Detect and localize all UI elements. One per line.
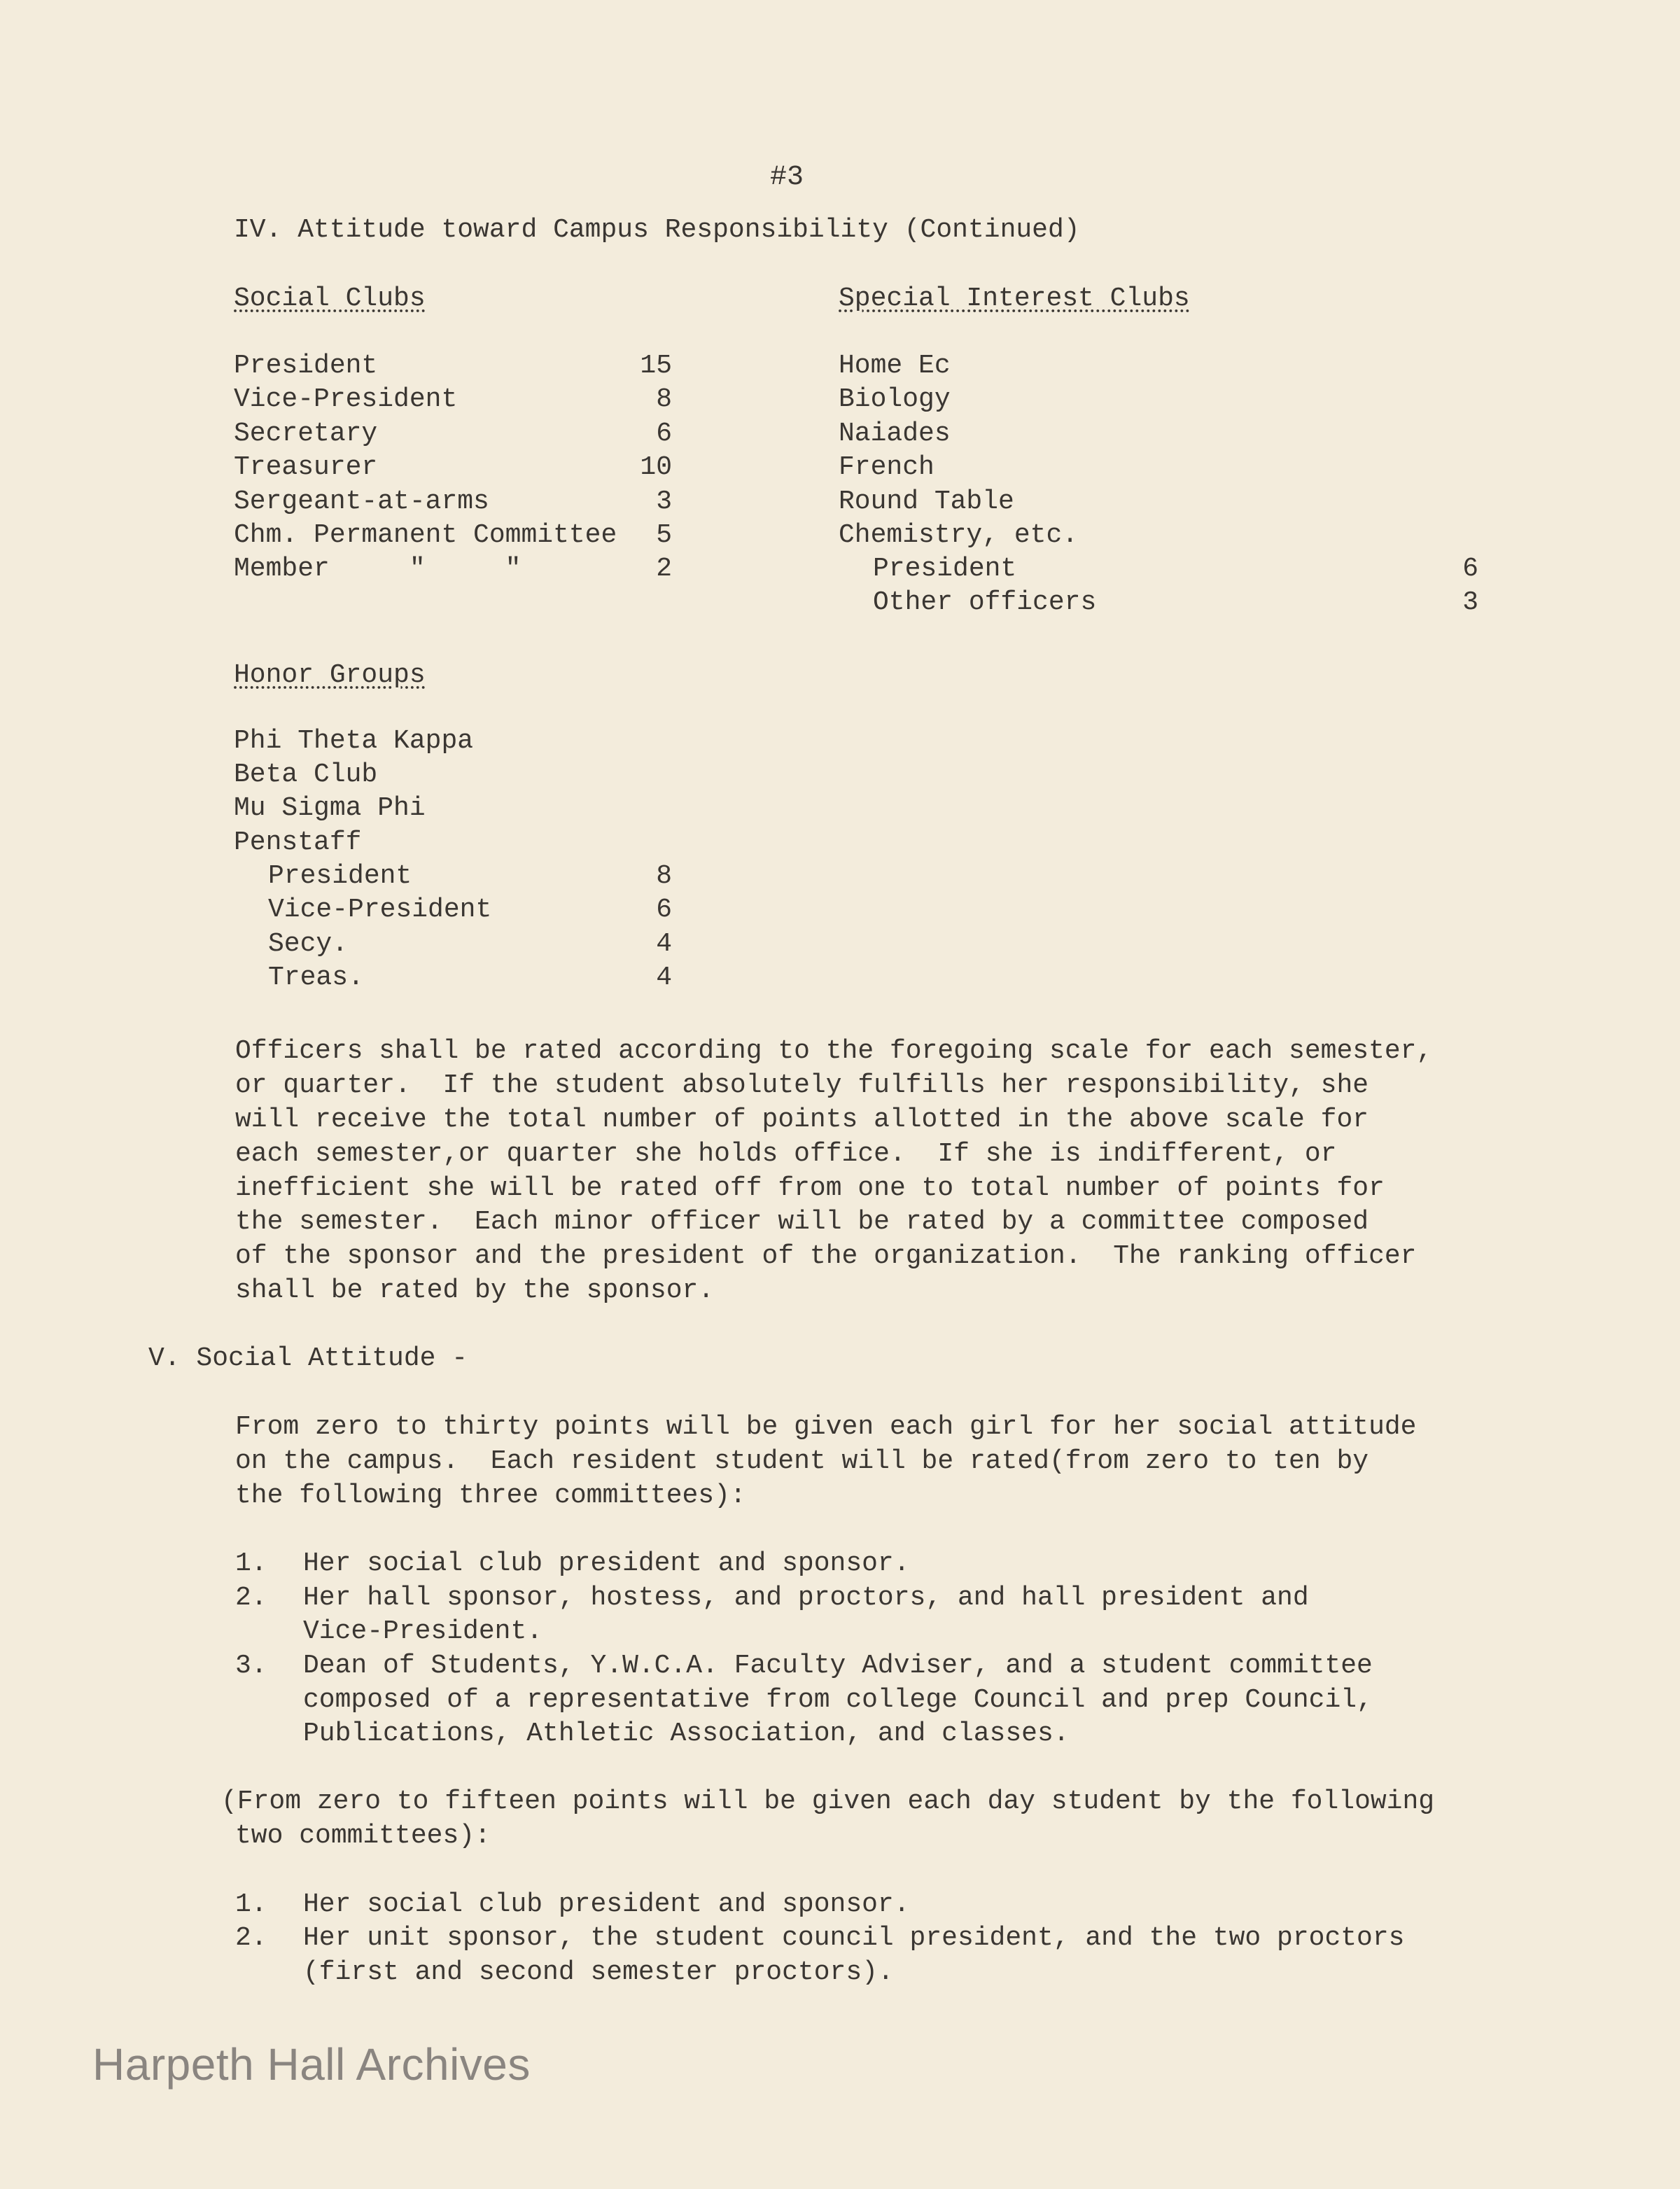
honor-officer-points: 4 — [656, 929, 672, 959]
social-club-points: 8 — [656, 384, 672, 414]
honor-officer: Secy. — [268, 929, 349, 959]
honor-officer: President — [268, 861, 412, 891]
honor-officer-points: 4 — [656, 963, 672, 993]
paragraph-line: the semester. Each minor officer will be rated by a committee composed — [235, 1207, 1369, 1237]
list-number: 1. — [235, 1889, 267, 1919]
paragraph-line: Officers shall be rated according to the foregoing scale for each semester, — [235, 1036, 1433, 1066]
social-club-role: Member " " — [234, 554, 522, 584]
social-club-points: 5 — [656, 520, 672, 550]
social-club-points: 6 — [656, 419, 672, 449]
list-number: 1. — [235, 1548, 267, 1579]
list-item-line: Her unit sponsor, the student council president, and the two proctors — [303, 1923, 1405, 1953]
list-number: 3. — [235, 1651, 267, 1681]
paragraph-line: shall be rated by the sponsor. — [235, 1275, 715, 1306]
paragraph-line: two committees): — [235, 1821, 491, 1851]
list-item-line: Her hall sponsor, hostess, and proctors, and hall president and — [303, 1583, 1309, 1613]
paragraph-line: on the campus. Each resident student will be rated(from zero to ten by — [235, 1446, 1369, 1476]
social-club-role: Secretary — [234, 419, 378, 449]
archive-watermark: Harpeth Hall Archives — [92, 2039, 531, 2090]
social-club-role: Sergeant-at-arms — [234, 487, 489, 517]
social-club-points: 2 — [656, 554, 672, 584]
special-club-name: Biology — [839, 384, 951, 414]
list-item-line: Vice-President. — [303, 1616, 543, 1646]
paragraph-line: (From zero to fifteen points will be given each day student by the following — [221, 1786, 1435, 1817]
honor-officer: Vice-President — [268, 895, 492, 925]
list-number: 2. — [235, 1583, 267, 1613]
social-club-points: 10 — [640, 452, 672, 482]
special-club-officer: Other officers — [873, 587, 1097, 617]
honor-officer: Treas. — [268, 963, 364, 993]
special-club-name: Round Table — [839, 487, 1014, 517]
honor-group-name: Beta Club — [234, 760, 378, 790]
honor-group-name: Penstaff — [234, 827, 362, 858]
social-clubs-heading: Social Clubs — [234, 284, 426, 314]
honor-officer-points: 6 — [656, 895, 672, 925]
special-club-name: Chemistry, etc. — [839, 520, 1079, 550]
paragraph-line: the following three committees): — [235, 1481, 746, 1511]
social-club-role: Chm. Permanent Committee — [234, 520, 617, 550]
social-club-points: 3 — [656, 487, 672, 517]
special-club-officer-points: 3 — [1462, 587, 1478, 617]
paragraph-line: will receive the total number of points allotted in the above scale for — [235, 1105, 1369, 1135]
social-club-role: Treasurer — [234, 452, 378, 482]
social-club-points: 15 — [640, 351, 672, 381]
paragraph-line: each semester,or quarter she holds office. If she is indifferent, or — [235, 1139, 1337, 1169]
list-item-line: Publications, Athletic Association, and classes. — [303, 1719, 1070, 1749]
honor-group-name: Phi Theta Kappa — [234, 726, 474, 756]
list-item-line: Her social club president and sponsor. — [303, 1548, 910, 1579]
page-number: #3 — [770, 162, 804, 193]
special-club-name: French — [839, 452, 934, 482]
paragraph-line: From zero to thirty points will be given each girl for her social attitude — [235, 1412, 1417, 1442]
special-club-name: Home Ec — [839, 351, 951, 381]
paragraph-line: or quarter. If the student absolutely fulfills her responsibility, she — [235, 1070, 1369, 1100]
section-iv-heading: IV. Attitude toward Campus Responsibility (Continued) — [234, 215, 1080, 245]
honor-groups-heading: Honor Groups — [234, 660, 426, 690]
paragraph-line: of the sponsor and the president of the organization. The ranking officer — [235, 1241, 1417, 1271]
special-interest-clubs-heading: Special Interest Clubs — [839, 284, 1190, 314]
list-item-line: Her social club president and sponsor. — [303, 1889, 910, 1919]
social-club-role: President — [234, 351, 378, 381]
list-item-line: composed of a representative from college Council and prep Council, — [303, 1685, 1373, 1715]
list-number: 2. — [235, 1923, 267, 1953]
special-club-officer-points: 6 — [1462, 554, 1478, 584]
paragraph-line: inefficient she will be rated off from one to total number of points for — [235, 1173, 1385, 1203]
special-club-name: Naiades — [839, 419, 951, 449]
list-item-line: Dean of Students, Y.W.C.A. Faculty Adviser, and a student committee — [303, 1651, 1373, 1681]
section-v-heading: V. Social Attitude - — [148, 1343, 468, 1373]
special-club-officer: President — [873, 554, 1017, 584]
list-item-line: (first and second semester proctors). — [303, 1957, 894, 1987]
honor-group-name: Mu Sigma Phi — [234, 793, 426, 823]
social-club-role: Vice-President — [234, 384, 458, 414]
honor-officer-points: 8 — [656, 861, 672, 891]
